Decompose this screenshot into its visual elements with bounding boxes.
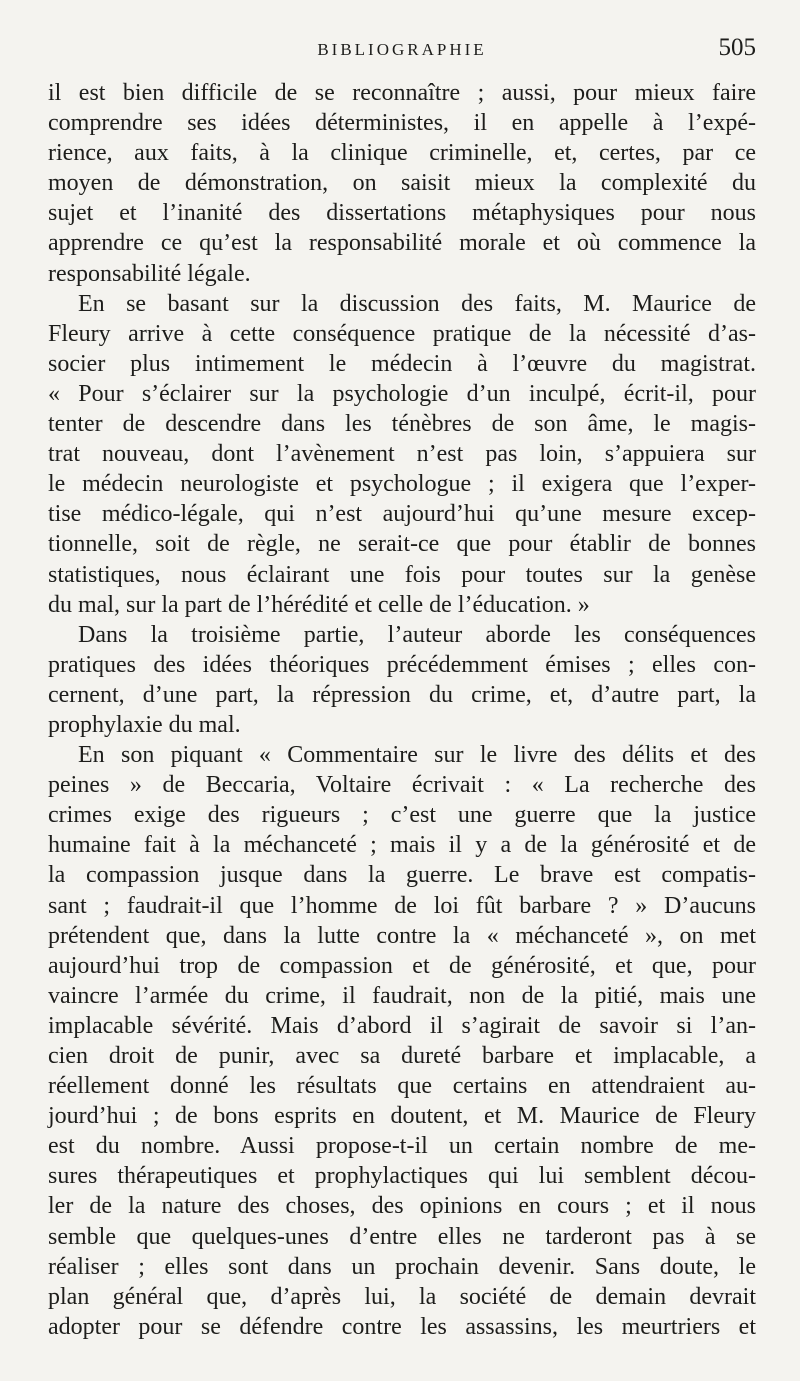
text-line: est du nombre. Aussi propose-t-il un certain nombre de me- (48, 1133, 756, 1160)
body-text (48, 78, 756, 1342)
paragraph-first-line: Dans la troisième partie, l’auteur aborde les conséquences (78, 621, 756, 648)
text-line: « Pour s’éclairer sur la psychologie d’un inculpé, écrit-il, pour (48, 380, 756, 407)
text-line: du mal, sur la part de l’hérédité et celle de l’éducation. » (48, 591, 590, 618)
text-line: tise médico-légale, qui n’est aujourd’hui qu’une mesure excep- (48, 501, 756, 528)
text-line: statistiques, nous éclairant une fois pour toutes sur la genèse (48, 561, 756, 588)
running-head: BIBLIOGRAPHIE (317, 40, 487, 59)
text-line: jourd’hui ; de bons esprits en doutent, et M. Maurice de Fleury (48, 1103, 756, 1130)
paragraph-first-line: En son piquant « Commentaire sur le livre des délits et des (78, 742, 756, 769)
text-line: réellement donné les résultats que certains en attendraient au- (48, 1073, 756, 1100)
text-line: comprendre ses idées déterministes, il en appelle à l’expé- (48, 110, 756, 137)
text-line: prétendent que, dans la lutte contre la « méchanceté », on met (48, 922, 756, 949)
text-line: semble que quelques-unes d’entre elles ne tarderont pas à se (48, 1223, 756, 1250)
text-line: cernent, d’une part, la répression du crime, et, d’autre part, la (48, 681, 756, 708)
text-line: peines » de Beccaria, Voltaire écrivait : « La recherche des (48, 772, 756, 799)
text-line: implacable sévérité. Mais d’abord il s’agirait de savoir si l’an- (48, 1012, 756, 1039)
text-line: sures thérapeutiques et prophylactiques qui lui semblent décou- (48, 1163, 756, 1190)
text-line: responsabilité légale. (48, 260, 251, 287)
text-line: plan général que, d’après lui, la société de demain devrait (48, 1283, 756, 1310)
text-line: moyen de démonstration, on saisit mieux la complexité du (48, 170, 756, 197)
text-line: ler de la nature des choses, des opinions en cours ; et il nous (48, 1193, 756, 1220)
text-line: apprendre ce qu’est la responsabilité morale et où commence la (48, 230, 756, 257)
text-line: tionnelle, soit de règle, ne serait-ce que pour établir de bonnes (48, 531, 756, 558)
page-number: 505 (718, 34, 756, 61)
text-line: vaincre l’armée du crime, il faudrait, non de la pitié, mais une (48, 982, 756, 1009)
text-line: crimes exige des rigueurs ; c’est une guerre que la justice (48, 802, 756, 829)
page-header (48, 32, 756, 72)
text-line: tenter de descendre dans les ténèbres de son âme, le magis- (48, 411, 756, 438)
text-line: la compassion jusque dans la guerre. Le brave est compatis- (48, 862, 756, 889)
text-line: cien droit de punir, avec sa dureté barbare et implacable, a (48, 1043, 756, 1069)
text-line: rience, aux faits, à la clinique criminelle, et, certes, par ce (48, 140, 756, 167)
text-line: il est bien difficile de se reconnaître ; aussi, pour mieux faire (48, 80, 756, 106)
text-line: humaine fait à la méchanceté ; mais il y a de la générosité et de (48, 832, 756, 859)
text-line: sant ; faudrait-il que l’homme de loi fût barbare ? » D’aucuns (48, 892, 756, 919)
text-line: socier plus intimement le médecin à l’œuvre du magistrat. (48, 350, 756, 377)
text-line: prophylaxie du mal. (48, 711, 241, 738)
text-line: le médecin neurologiste et psychologue ; il exigera que l’exper- (48, 471, 756, 498)
paragraph-first-line: En se basant sur la discussion des faits, M. Maurice de (78, 290, 756, 317)
text-line: pratiques des idées théoriques précédemment émises ; elles con- (48, 651, 756, 678)
text-line: Fleury arrive à cette conséquence pratique de la nécessité d’as- (48, 320, 756, 347)
text-line: aujourd’hui trop de compassion et de générosité, et que, pour (48, 952, 756, 979)
text-line: trat nouveau, dont l’avènement n’est pas loin, s’appuiera sur (48, 441, 756, 468)
text-line: sujet et l’inanité des dissertations métaphysiques pour nous (48, 200, 756, 227)
text-line: adopter pour se défendre contre les assassins, les meurtriers et (48, 1313, 756, 1340)
text-line: réaliser ; elles sont dans un prochain devenir. Sans doute, le (48, 1253, 756, 1280)
